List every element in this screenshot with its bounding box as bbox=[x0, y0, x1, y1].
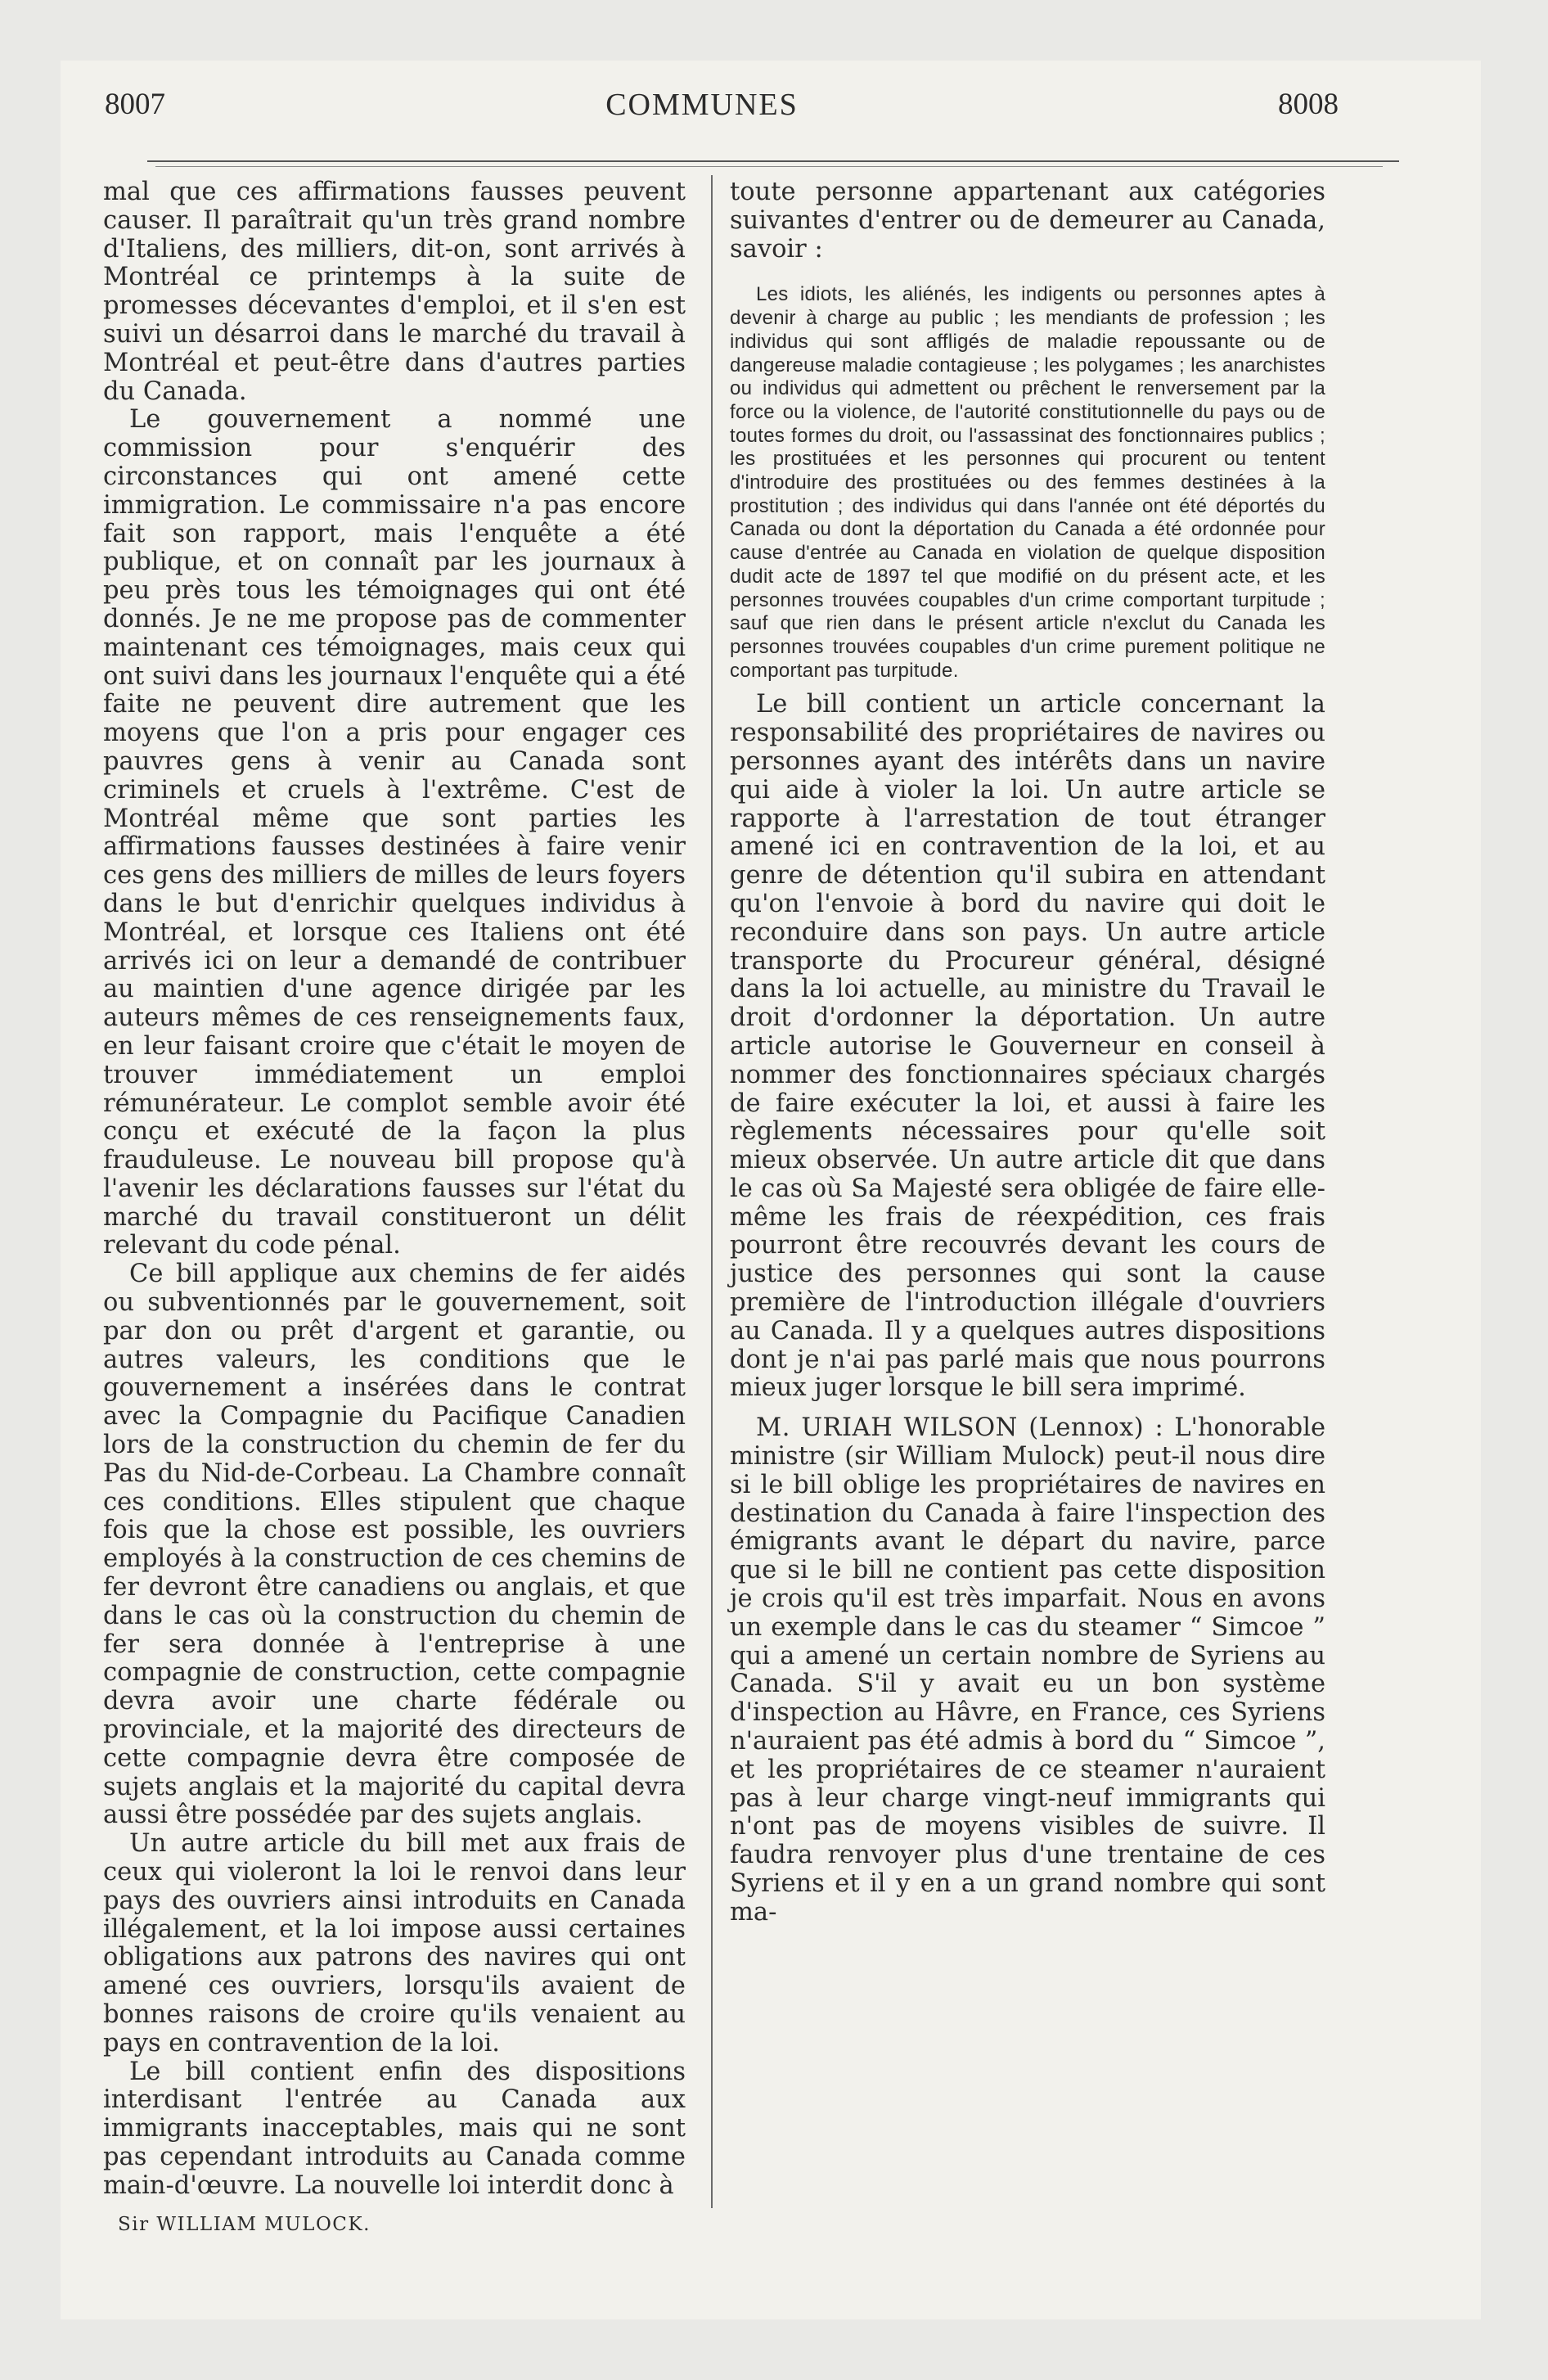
left-paragraph-2: Le gouvernement a nommé une commission pour s'enquérir des circonstances qui ont amené cette immigration. Le commissaire n'a pas encore fait son rapport, mais l'enquête a été publique, et on connaît par les journaux à peu près tous les témoignages qui ont été donnés. Je ne me propose pas de commenter maintenant ces témoignages, mais ceux qui ont suivi dans les journaux l'enquête qui a été faite ne peuvent dire autrement que les moyens que l'on a pris pour engager ces pauvres gens à venir au Canada sont criminels et cruels à l'extrême. C'est de Montréal même que sont parties les affirmations fausses destinées à faire venir ces gens des milliers de milles de leurs foyers dans le but d'enrichir quelques individus à Montréal, et lorsque ces Italiens ont été arrivés ici on leur a demandé de contribuer au maintien d'une agence dirigée par les auteurs mêmes de ces renseignements faux, en leur faisant croire que c'était le moyen de trouver immédiatement un emploi rémunérateur. Le complot semble avoir été conçu et exécuté de la façon la plus frauduleuse. Le nouveau bill propose qu'à l'avenir les déclarations fausses sur l'état du marché du travail constitueront un délit relevant du code pénal. bbox=[103, 405, 686, 1260]
speaker-name: M. URIAH WILSON (Lennox) : bbox=[756, 1413, 1164, 1443]
page-header bbox=[65, 87, 1339, 136]
column-divider bbox=[711, 175, 713, 2208]
right-paragraph-2: Le bill contient un article concernant la responsabilité des propriétaires de navires ou personnes ayant des intérêts dans un navire qui aide à violer la loi. Un autre article se rapporte à l'arrestation de tout étranger amené ici en contravention de la loi, et au genre de détention qu'il subira en attendant qu'on l'envoie à bord du navire qui doit le reconduire dans son pays. Un autre article transporte du Procureur général, désigné dans la loi actuelle, au ministre du Travail le droit d'ordonner la déportation. Un autre article autorise le Gouverneur en conseil à nommer des fonctionnaires spéciaux chargés de faire exécuter la loi, et aussi à faire les règlements nécessaires pour qu'elle soit mieux observée. Un autre article dit que dans le cas où Sa Majesté sera obligée de faire elle-même les frais de réexpédition, ces frais pourront être recouvrés devant les cours de justice des personnes qui sont la cause première de l'introduction illégale d'ouvriers au Canada. Il y a quelques autres dispositions dont je n'ai pas parlé mais que nous pourrons mieux juger lorsque le bill sera imprimé. bbox=[730, 690, 1325, 1403]
page-number-left: 8007 bbox=[105, 88, 165, 121]
left-paragraph-4: Un autre article du bill met aux frais de ceux qui violeront la loi le renvoi dans leur pays des ouvriers ainsi introduits en Canada illégalement, et la loi impose aussi certaines obligations aux patrons des navires qui ont amené ces ouvriers, lorsqu'ils avaient de bonnes raisons de croire qu'ils venaient au pays en contravention de la loi. bbox=[103, 1829, 686, 2058]
speaker-text: L'honorable ministre (sir William Mulock) peut-il nous dire si le bill oblige les propriétaires de navires en destination du Canada à faire l'inspection des émigrants avant le départ du navire, parce que si le bill ne contient pas cette disposition je crois qu'il est très imparfait. Nous en avons un exemple dans le cas du steamer “ Simcoe ” qui a amené un certain nombre de Syriens au Canada. S'il y avait eu un bon système d'inspection au Hâvre, en France, ces Syriens n'auraient pas été admis à bord du “ Simcoe ”, et les propriétaires de ce steamer n'auraient pas à leur charge vingt-neuf immigrants qui n'ont pas de moyens visibles de suivre. Il faudra renvoyer plus d'une trentaine de ces Syriens et il y en a un grand nombre qui sont ma- bbox=[730, 1413, 1325, 1927]
page-title: COMMUNES bbox=[605, 88, 799, 122]
quoted-statute: Les idiots, les aliénés, les indigents ou personnes aptes à devenir à charge au public ; les mendiants de profession ; les individus qui sont affligés de maladie repoussante ou de dangereuse maladie contagieuse ; les polygames ; les anarchistes ou individus qui admettent ou prêchent le renversement par la force ou la violence, de l'autorité constitutionnelle du pays ou de toutes formes du droit, ou l'assassinat des fonctionnaires publics ; les prostituées et les personnes qui procurent ou tentent d'introduire des prostituées ou des femmes destinées à la prostitution ; des individus qui dans l'année ont été déportés du Canada ou dont la déportation du Canada a été ordonnée pour cause d'entrée au Canada en violation de quelque disposition dudit acte de 1897 tel que modifié on du présent acte, et les personnes trouvées coupables d'un crime comportant turpitude ; sauf que rien dans le présent article n'exclut du Canada les personnes trouvées coupables d'un crime purement politique ne comportant pas turpitude. bbox=[730, 283, 1325, 682]
right-column bbox=[730, 178, 1325, 1927]
column-byline: Sir WILLIAM MULOCK. bbox=[118, 2213, 371, 2235]
header-rule bbox=[147, 160, 1399, 162]
left-paragraph-3: Ce bill applique aux chemins de fer aidés ou subventionnés par le gouvernement, soit par don ou prêt d'argent et garantie, ou autres valeurs, les conditions que le gouvernement a insérées dans le contrat avec la Compagnie du Pacifique Canadien lors de la construction du chemin de fer du Pas du Nid-de-Corbeau. La Chambre connaît ces conditions. Elles stipulent que chaque fois que la chose est possible, les ouvriers employés à la construction de ces chemins de fer devront être canadiens ou anglais, et que dans le cas où la construction du chemin de fer sera donnée à l'entreprise à une compagnie de construction, cette compagnie devra avoir une charte fédérale ou provinciale, et la majorité des directeurs de cette compagnie devra être composée de sujets anglais et la majorité du capital devra aussi être possédée par des sujets anglais. bbox=[103, 1260, 686, 1830]
left-column bbox=[103, 178, 686, 2238]
page-number-right: 8008 bbox=[1278, 88, 1339, 121]
header-rule-secondary bbox=[155, 166, 1383, 167]
right-paragraph-1: toute personne appartenant aux catégories suivantes d'entrer ou de demeurer au Canada, savoir : bbox=[730, 178, 1325, 264]
speaker-paragraph bbox=[730, 1414, 1325, 1927]
left-paragraph-1: mal que ces affirmations fausses peuvent causer. Il paraîtrait qu'un très grand nombre d'Italiens, des milliers, dit-on, sont arrivés à Montréal ce printemps à la suite de promesses décevantes d'emploi, et il s'en est suivi un désarroi dans le marché du travail à Montréal et peut-être dans d'autres parties du Canada. bbox=[103, 178, 686, 406]
left-paragraph-5: Le bill contient enfin des dispositions interdisant l'entrée au Canada aux immigrants inacceptables, mais qui ne sont pas cependant introduits au Canada comme main-d'œuvre. La nouvelle loi interdit donc à bbox=[103, 2057, 686, 2200]
